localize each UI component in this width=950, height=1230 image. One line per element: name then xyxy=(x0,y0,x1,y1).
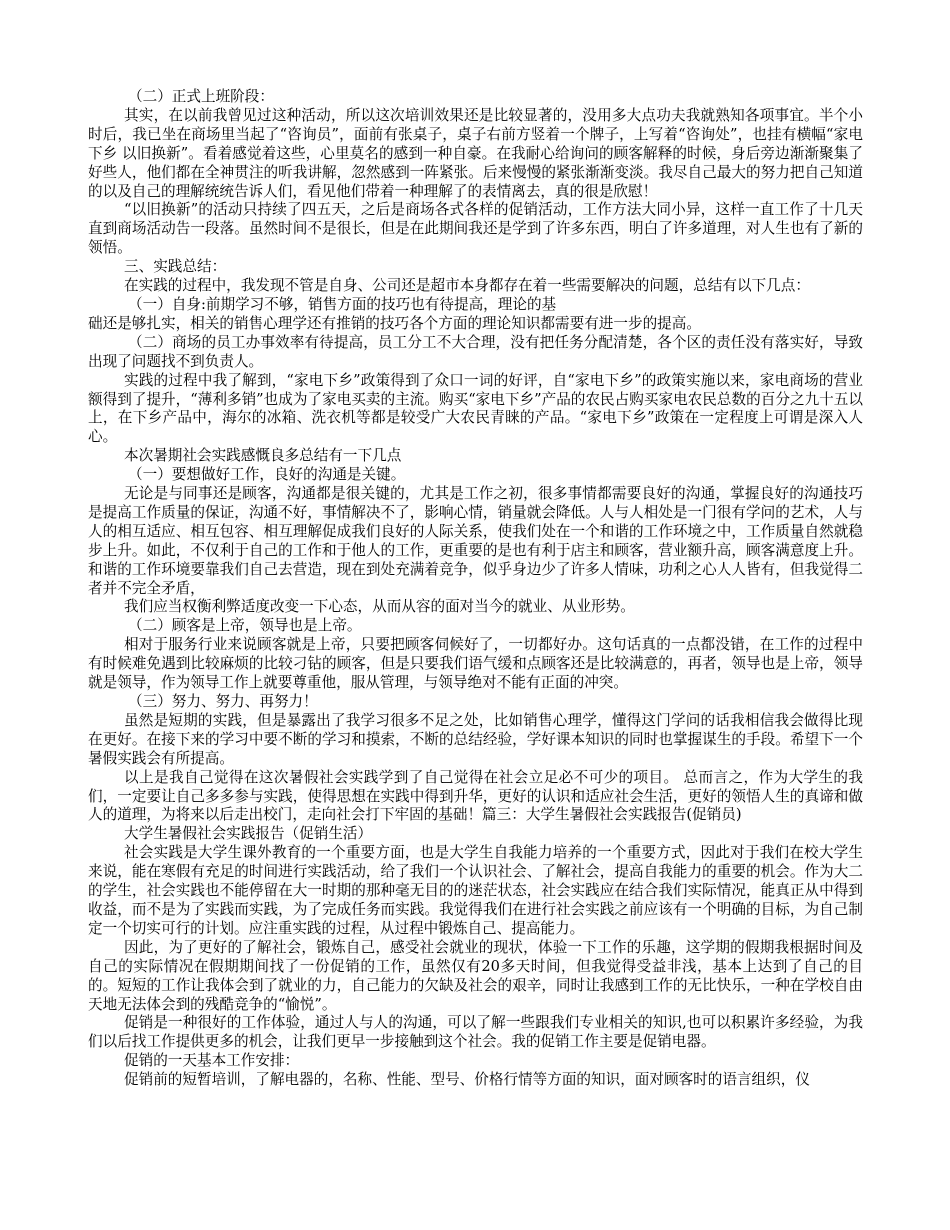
document-page xyxy=(88,88,863,1090)
paragraph: 础还是够扎实，相关的销售心理学还有推销的技巧各个方面的理论知识都需要有进一步的提高。 xyxy=(88,314,701,332)
paragraph: 以上是我自己觉得在这次暑假社会实践学到了自己觉得在社会立足必不可少的项目。 总而言之，作为大学生的我们，一定要让自己多多参与实践，使得思想在实践中得到升华，更好的认识和适应社会生活，更好的领悟人生的真谛和做人的道理，为将来以后走出校门，走向社会打下牢固的基础！篇三：大学生暑假社会实践报告(促销员) xyxy=(88,768,863,824)
paragraph: （一）自身:前期学习不够，销售方面的技巧也有待提高，理论的基 xyxy=(128,295,557,313)
paragraph: 促销是一种很好的工作体验，通过人与人的沟通，可以了解一些跟我们专业相关的知识,也可以积累许多经验，为我们以后找工作提供更多的机会，让我们更早一步接触到这个社会。我的促销工作主要是促销电器。 xyxy=(88,1014,863,1051)
paragraph: 三、实践总结： xyxy=(124,258,227,276)
paragraph: （三）努力、努力、再努力！ xyxy=(128,693,318,710)
paragraph: 大学生暑假社会实践报告（促销生活） xyxy=(124,825,373,843)
paragraph: 相对于服务行业来说顾客就是上帝，只要把顾客伺候好了，一切都好办。这句话真的一点都没错，在工作的过程中有时候难免遇到比较麻烦的比较刁钻的顾客，但是只要我们语气缓和点顾客还是比较满意的，再者，领导也是上帝，领导就是领导，作为领导工作上就要尊重他，服从管理，与领导绝对不能有正面的冲突。 xyxy=(88,636,863,692)
paragraph: （二）商场的员工办事效率有待提高，员工分工不大合理，没有把任务分配清楚，各个区的责任没有落实好，导致出现了问题找不到负责人。 xyxy=(88,333,863,370)
paragraph: （一）要想做好工作，良好的沟通是关键。 xyxy=(128,466,406,484)
paragraph: （二）顾客是上帝，领导也是上帝。 xyxy=(128,617,362,635)
paragraph: 社会实践是大学生课外教育的一个重要方面，也是大学生自我能力培养的一个重要方式，因此对于我们在校大学生来说，能在寒假有充足的时间进行实践活动，给了我们一个认识社会、了解社会，提高自我能力的重要的机会。作为大二的学生，社会实践也不能停留在大一时期的那种毫无目的的迷茫状态，社会实践应在结合我们实际情况，能真正从中得到收益，而不是为了实践而实践，为了完成任务而实践。我觉得我们在进行社会实践之前应该有一个明确的目标，为自己制定一个切实可行的计划。应注重实践的过程，从过程中锻炼自己、提高能力。 xyxy=(88,844,863,937)
paragraph: 促销的一天基本工作安排： xyxy=(124,1052,300,1070)
paragraph: 实践的过程中我了解到，“家电下乡”政策得到了众口一词的好评，自“家电下乡”的政策实施以来，家电商场的营业额得到了提升，“薄利多销”也成为了家电买卖的主流。购买“家电下乡”产品的农民占购买家电农民总数的百分之九十五以上，在下乡产品中，海尔的冰箱、洗衣机等都是较受广大农民青睐的产品。“家电下乡”政策在一定程度上可谓是深入人心。 xyxy=(88,371,863,446)
paragraph: 我们应当权衡利弊适度改变一下心态，从而从容的面对当今的就业、从业形势。 xyxy=(124,598,635,616)
paragraph: 促销前的短暂培训，了解电器的，名称、性能、型号、价格行情等方面的知识，面对顾客时的语言组织，仪 xyxy=(124,1071,810,1089)
paragraph: 因此，为了更好的了解社会，锻炼自己，感受社会就业的现状，体验一下工作的乐趣，这学期的假期我根据时间及自己的实际情况在假期期间找了一份促销的工作，虽然仅有20多天时间，但我觉得受益非浅，基本上达到了自己的目的。短短的工作让我体会到了就业的力，自己能力的欠缺及社会的艰辛，同时让我感到工作的无比快乐，一种在学校自由天地无法体会到的残酷竞争的“愉悦”。 xyxy=(88,938,863,1013)
paragraph: 在实践的过程中，我发现不管是自身、公司还是超市本身都存在着一些需要解决的问题，总结有以下几点： xyxy=(124,277,810,295)
paragraph: “以旧换新”的活动只持续了四五天，之后是商场各式各样的促销活动，工作方法大同小异，这样一直工作了十几天直到商场活动告一段落。虽然时间不是很长，但是在此期间我还是学到了许多东西，明白了许多道理，对人生也有了新的领悟。 xyxy=(88,201,863,257)
paragraph: 其实，在以前我曾见过这种活动，所以这次培训效果还是比较显著的，没用多大点功夫我就熟知各项事宜。半个小时后，我已坐在商场里当起了“咨询员”，面前有张桌子，桌子右前方竖着一个牌子，上写着“咨询处”，也挂有横幅“家电下乡 以旧换新”。看着感觉着这些，心里莫名的感到一种自豪。在我耐心给询问的顾客解释的时候，身后旁边渐渐聚集了好些人，他们都在全神贯注的听我讲解，忽然感到一阵紧张。后来慢慢的紧张渐渐变淡。我尽自己最大的努力把自己知道的以及自己的理解统统告诉人们，看见他们带着一种理解了的表情离去，真的很是欣慰！ xyxy=(88,106,863,200)
paragraph: 本次暑期社会实践感慨良多总结有一下几点 xyxy=(124,447,402,465)
paragraph: （二）正式上班阶段： xyxy=(128,88,274,105)
paragraph: 虽然是短期的实践，但是暴露出了我学习很多不足之处，比如销售心理学，懂得这门学问的话我相信我会做得比现在更好。在接下来的学习中要不断的学习和摸索，不断的总结经验，学好课本知识的同时也掌握谋生的手段。希望下一个暑假实践会有所提高。 xyxy=(88,711,863,767)
paragraph: 无论是与同事还是顾客，沟通都是很关键的，尤其是工作之初，很多事情都需要良好的沟通，掌握良好的沟通技巧是提高工作质量的保证，沟通不好，事情解决不了，影响心情，销量就会降低。人与人相处是一门很有学问的艺术，人与人的相互适应、相互包容、相互理解促成我们良好的人际关系，使我们处在一个和谐的工作环境之中，工作质量自然就稳步上升。如此，不仅利于自己的工作和于他人的工作，更重要的是也有利于店主和顾客，营业额升高，顾客满意度上升。和谐的工作环境要靠我们自己去营造，现在到处充满着竞争，似乎身边少了许多人情味，功利之心人人皆有，但我觉得二者并不完全矛盾， xyxy=(88,485,863,597)
